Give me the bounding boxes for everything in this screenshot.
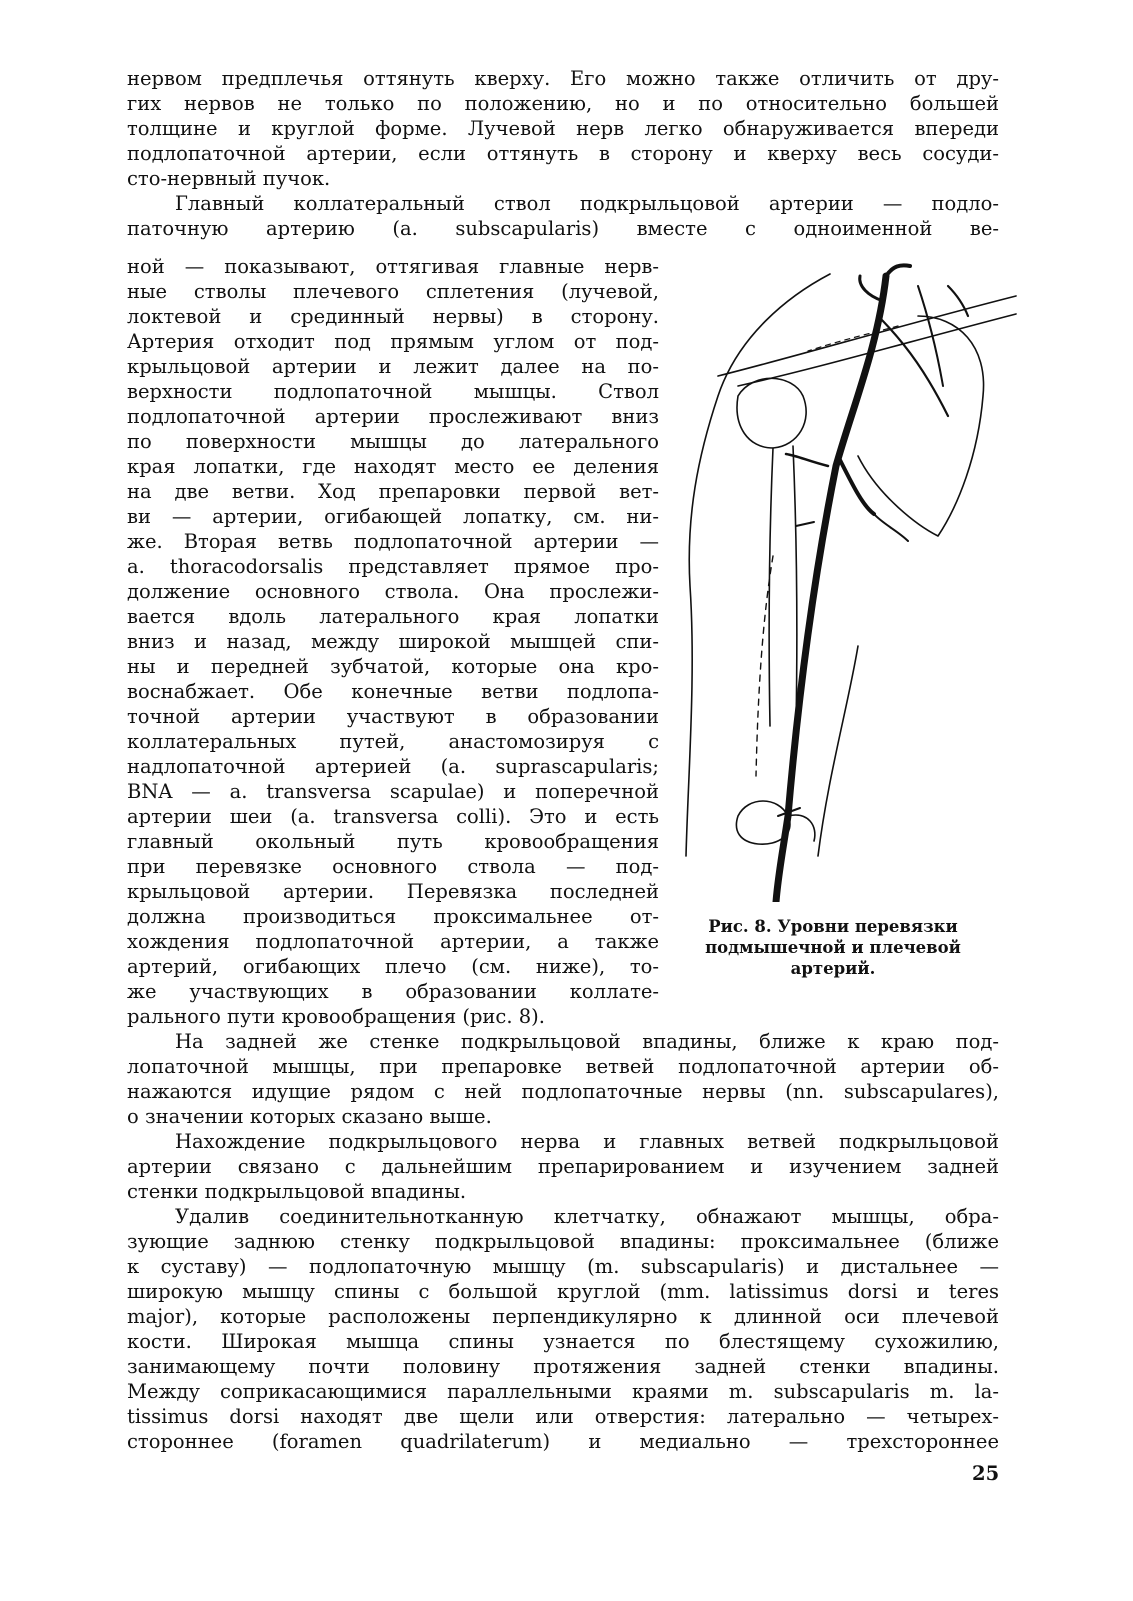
text-line: нажаются идущие рядом с ней подлопаточные нервы (nn. subscapulares), — [127, 1080, 999, 1103]
caption-line: подмышечной и плечевой — [705, 938, 961, 957]
arm-inner-contour — [818, 646, 858, 856]
text-line: хождения подлопаточной артерии, а также — [127, 930, 659, 953]
text-line: На задней же стенке подкрыльцовой впадины, ближе к краю под- — [175, 1030, 999, 1053]
text-line: крыльцовой артерии и лежит далее на по- — [127, 355, 659, 378]
text-line: при перевязке основного ствола — под- — [127, 855, 659, 878]
arterial-branch — [886, 265, 910, 276]
text-line: ные стволы плечевого сплетения (лучевой, — [127, 280, 659, 303]
text-line: вниз и назад, между широкой мышцей спи- — [127, 630, 659, 653]
text-line: широкую мышцу спины с большой круглой (mm. latissimus dorsi и teres — [127, 1280, 999, 1303]
text-line: a. thoracodorsalis представляет прямое про- — [127, 555, 659, 578]
scapula — [858, 316, 984, 536]
text-line: края лопатки, где находят место ее деления — [127, 455, 659, 478]
dashed-line — [756, 556, 773, 776]
text-line: коллатеральных путей, анастомозируя с — [127, 730, 659, 753]
text-line: толщине и круглой форме. Лучевой нерв легко обнаруживается впереди — [127, 117, 999, 140]
text-line: лопаточной мышцы, при препаровке ветвей подлопаточной артерии об- — [127, 1055, 999, 1078]
bottom-text-block — [127, 1029, 999, 1454]
text-line: воснабжает. Обе конечные ветви подлопа- — [127, 680, 659, 703]
text-line: же. Вторая ветвь подлопаточной артерии — — [127, 530, 659, 553]
text-line: подлопаточной артерии, если оттянуть в сторону и кверху весь сосуди- — [127, 142, 999, 165]
text-line: ны и передней зубчатой, которые она кро- — [127, 655, 659, 678]
wrapped-text-column — [127, 254, 659, 1029]
text-line: на две ветви. Ход препаровки первой вет- — [127, 480, 659, 503]
text-line: о значении которых сказано выше. — [127, 1105, 492, 1128]
caption-line: артерий. — [790, 959, 876, 978]
text-line: tissimus dorsi находят две щели или отверстия: латерально — четырех- — [127, 1405, 999, 1428]
figure-caption — [683, 916, 983, 979]
caption-line: Рис. 8. Уровни перевязки — [708, 917, 958, 936]
text-line: стенки подкрыльцовой впадины. — [127, 1180, 467, 1203]
text-line: рального пути кровообращения (рис. 8). — [127, 1005, 545, 1028]
brachial-artery — [776, 276, 886, 902]
text-line: стороннее (foramen quadrilaterum) и медиально — трехстороннее — [127, 1430, 999, 1453]
text-line: ви — артерии, огибающей лопатку, см. ни- — [127, 505, 659, 528]
text-line: главный окольный путь кровообращения — [127, 830, 659, 853]
top-text-block — [127, 66, 999, 241]
text-line: занимающему почти половину протяжения задней стенки впадины. — [127, 1355, 999, 1378]
text-line: должна производиться проксимальнее от- — [127, 905, 659, 928]
text-line: локтевой и срединный нервы) в сторону. — [127, 305, 659, 328]
text-line: паточную артерию (a. subscapularis) вместе с одноименной ве- — [127, 217, 999, 240]
text-line: по поверхности мышцы до латерального — [127, 430, 659, 453]
arm-outer-contour — [686, 274, 830, 856]
text-line: Артерия отходит под прямым углом от под- — [127, 330, 659, 353]
page-number: 25 — [972, 1462, 1000, 1485]
text-line: major), которые расположены перпендикулярно к длинной оси плечевой — [127, 1305, 999, 1328]
text-line: вается вдоль латерального края лопатки — [127, 605, 659, 628]
ligature-mark — [796, 522, 814, 526]
arm-arteries-figure — [678, 256, 1018, 902]
text-line: же участвующих в образовании коллате- — [127, 980, 659, 1003]
text-line: кости. Широкая мышца спины узнается по блестящему сухожилию, — [127, 1330, 999, 1353]
text-line: зующие заднюю стенку подкрыльцовой впадины: проксимальнее (ближе — [127, 1230, 999, 1253]
text-line: подлопаточной артерии прослеживают вниз — [127, 405, 659, 428]
text-line: надлопаточной артерией (a. suprascapularis; — [127, 755, 659, 778]
text-line: Между соприкасающимися параллельными краями m. subscapularis m. la- — [127, 1380, 999, 1403]
text-line: BNA — a. transversa scapulae) и поперечной — [127, 780, 659, 803]
text-line: ной — показывают, оттягивая главные нерв- — [127, 255, 659, 278]
text-line: артерии связано с дальнейшим препарированием и изучением задней — [127, 1155, 999, 1178]
text-line: артерий, огибающих плечо (см. ниже), то- — [127, 955, 659, 978]
text-line: крыльцовой артерии. Перевязка последней — [127, 880, 659, 903]
text-line: гих нервов не только по положению, но и по относительно большей — [127, 92, 999, 115]
text-line: нервом предплечья оттянуть кверху. Его можно также отличить от дру- — [127, 67, 999, 90]
text-line: должение основного ствола. Она прослежи- — [127, 580, 659, 603]
text-line: верхности подлопаточной мышцы. Ствол — [127, 380, 659, 403]
text-line: точной артерии участвуют в образовании — [127, 705, 659, 728]
humeral-head — [737, 378, 806, 448]
text-line: Удалив соединительнотканную клетчатку, обнажают мышцы, обра- — [175, 1205, 999, 1228]
text-line: к суставу) — подлопаточную мышцу (m. subscapularis) и дистальнее — — [127, 1255, 999, 1278]
text-line: артерии шеи (a. transversa colli). Это и есть — [127, 805, 659, 828]
text-line: сто-нервный пучок. — [127, 167, 331, 190]
text-line: Главный коллатеральный ствол подкрыльцовой артерии — подло- — [175, 192, 999, 215]
text-line: Нахождение подкрыльцового нерва и главных ветвей подкрыльцовой — [175, 1130, 999, 1153]
